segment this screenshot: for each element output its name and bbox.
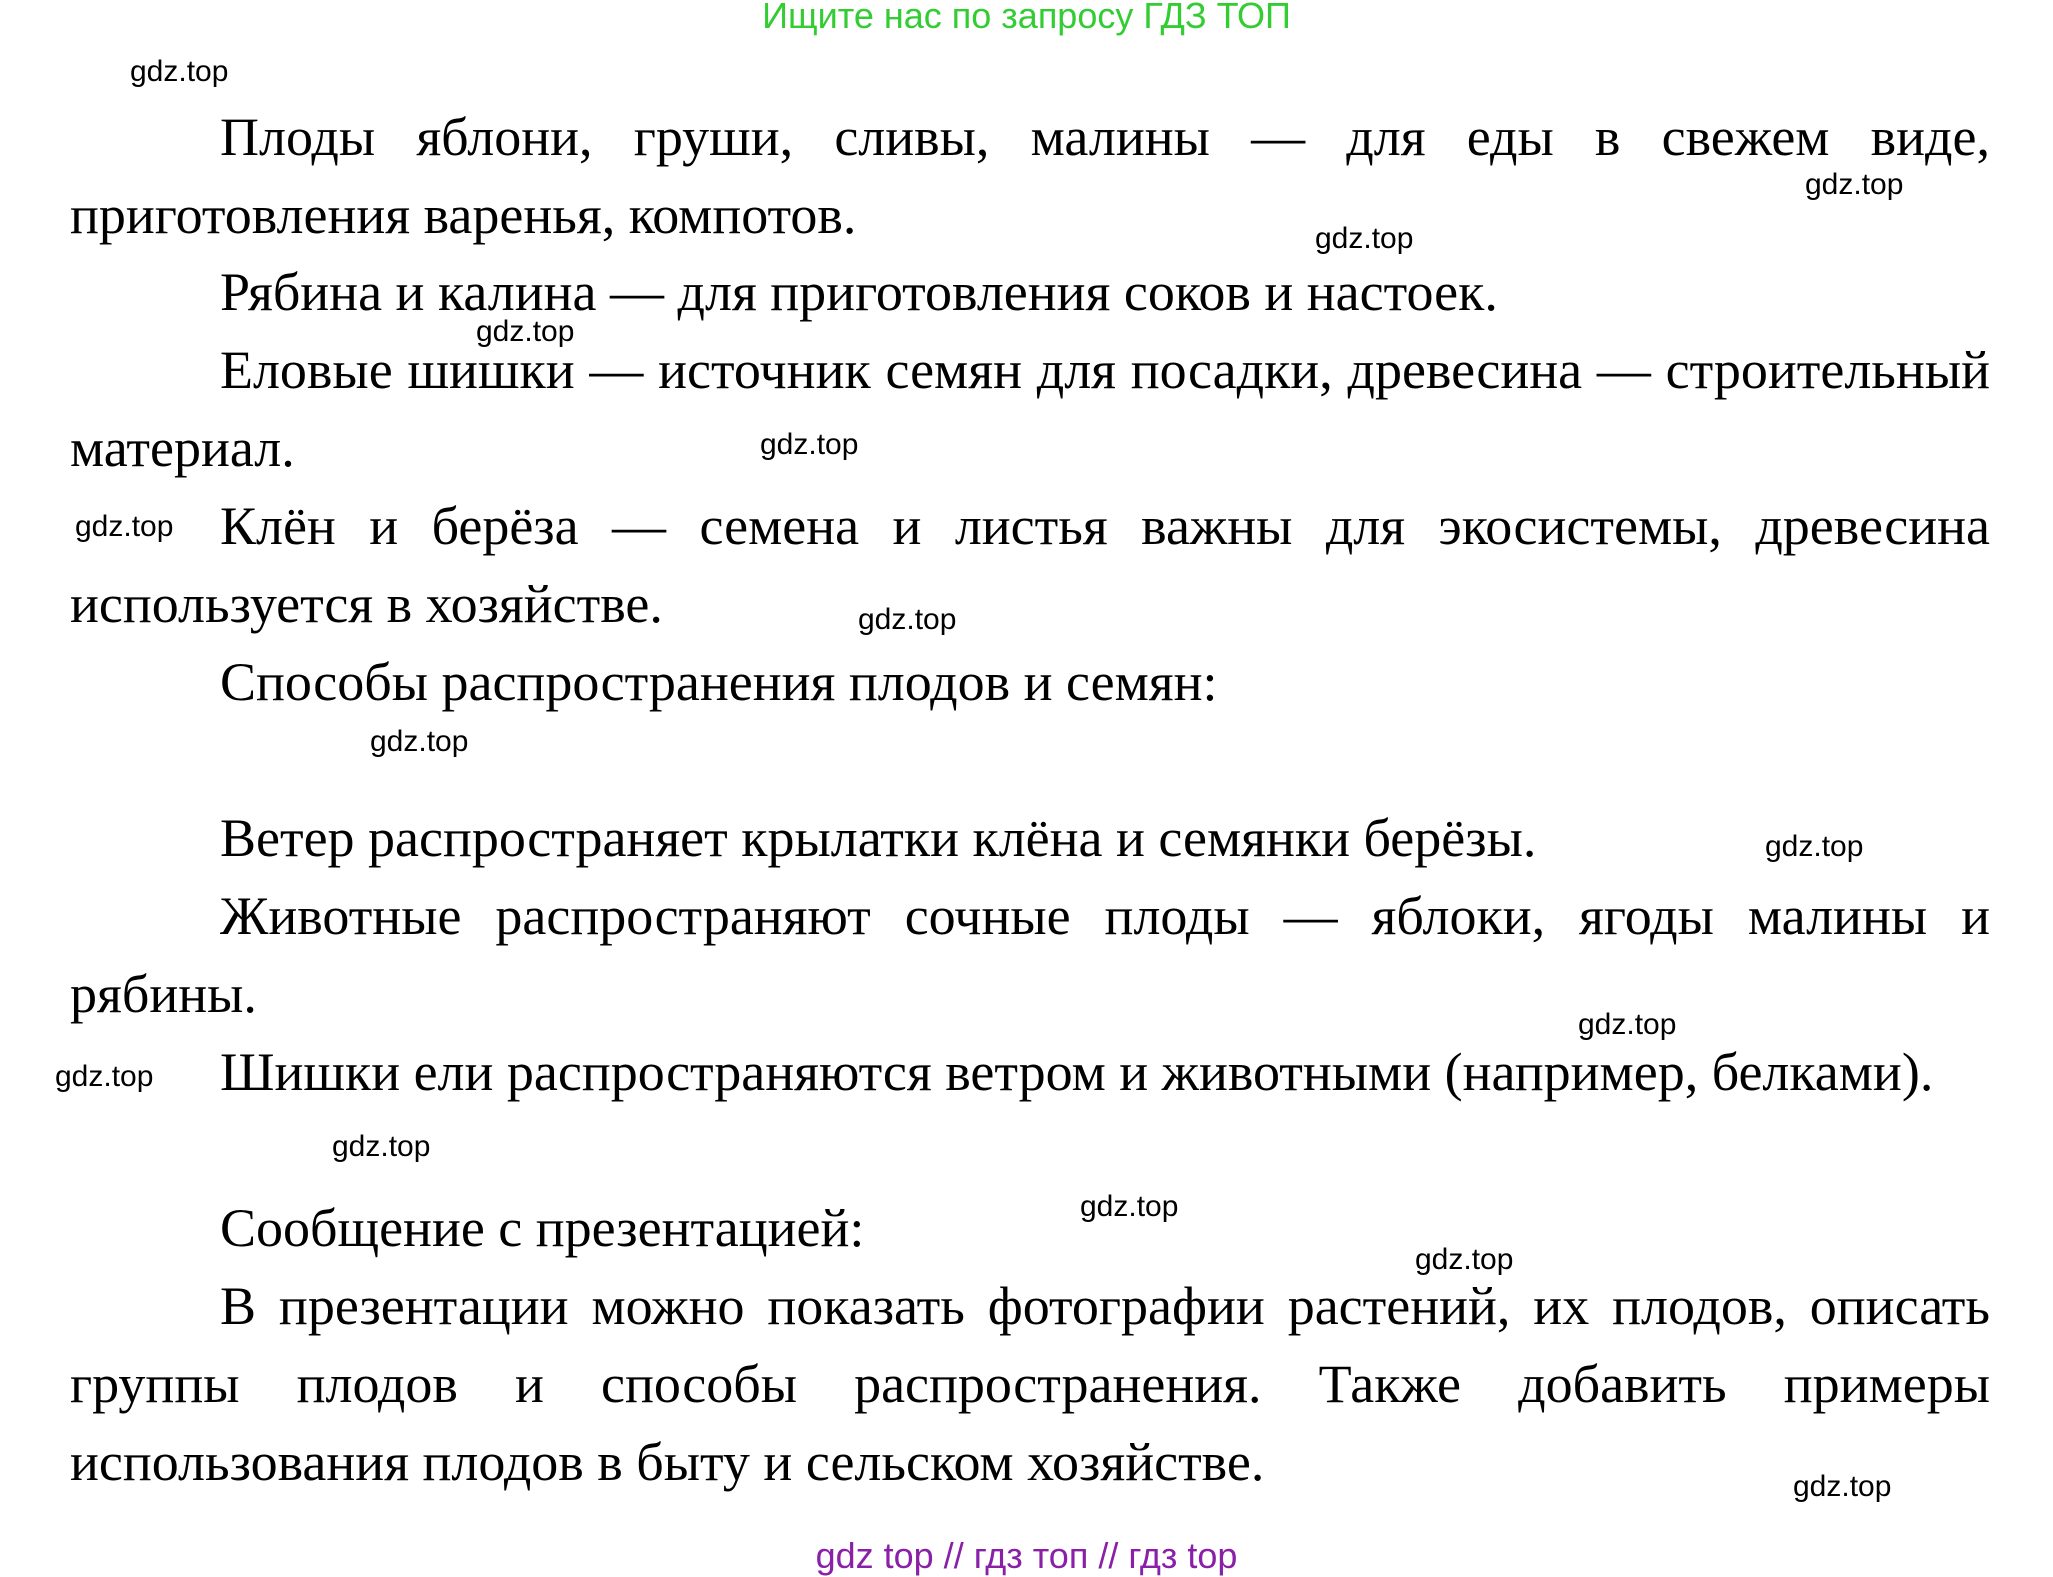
paragraph-dispersal-heading: Способы распространения плодов и семян: [220, 652, 1218, 712]
watermark: gdz.top [1080, 1190, 1179, 1223]
watermark: gdz.top [1415, 1243, 1514, 1276]
watermark: gdz.top [1765, 830, 1864, 863]
paragraph-maple-birch: Клён и берёза — семена и листья важны для экосистемы, древесина используется в хозяйстве. [70, 496, 1990, 634]
paragraph-spruce-cones: Шишки ели распространяются ветром и животными (например, белками). [220, 1042, 1934, 1102]
watermark: gdz.top [1793, 1470, 1892, 1503]
watermark: gdz.top [760, 428, 859, 461]
watermark: gdz.top [370, 725, 469, 758]
paragraph-animals: Животные распространяют сочные плоды — яблоки, ягоды малины и рябины. [70, 886, 1990, 1024]
paragraph-fruit-uses: Плоды яблони, груши, сливы, малины — для еды в свежем виде, приготовления варенья, компотов. [70, 107, 1990, 245]
watermark: gdz.top [1315, 222, 1414, 255]
top-banner: Ищите нас по запросу ГДЗ ТОП [762, 0, 1291, 36]
watermark: gdz.top [75, 510, 174, 543]
watermark: gdz.top [1805, 168, 1904, 201]
paragraph-spruce: Еловые шишки — источник семян для посадки, древесина — строительный материал. [70, 340, 1990, 478]
paragraph-presentation-heading: Сообщение с презентацией: [220, 1198, 865, 1258]
watermark: gdz.top [332, 1130, 431, 1163]
watermark: gdz.top [476, 315, 575, 348]
paragraph-presentation: В презентации можно показать фотографии растений, их плодов, описать группы плодов и способы распространения. Также добавить примеры использования плодов в быту и сельском хозяйстве. [70, 1276, 1990, 1492]
watermark: gdz.top [858, 603, 957, 636]
watermark: gdz.top [55, 1060, 154, 1093]
watermark: gdz.top [130, 55, 229, 88]
footer-watermark: gdz top // гдз топ // гдз top [815, 1535, 1238, 1576]
paragraph-wind: Ветер распространяет крылатки клёна и семянки берёзы. [220, 808, 1537, 868]
watermark: gdz.top [1578, 1008, 1677, 1041]
paragraph-rowan-viburnum: Рябина и калина — для приготовления соков и настоек. [220, 262, 1498, 322]
